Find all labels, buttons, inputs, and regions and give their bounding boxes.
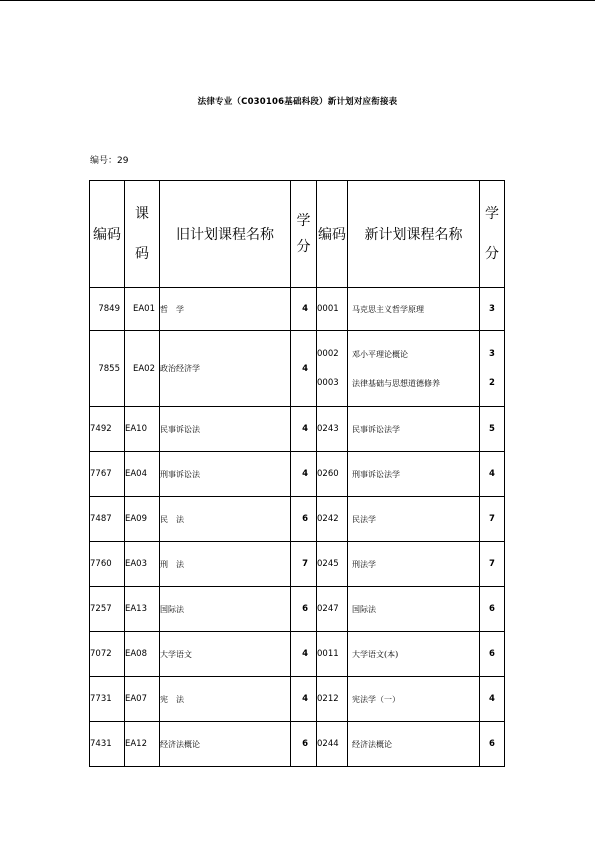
new-credit-cell: 5 [480, 407, 505, 452]
old-course-name-cell: 刑 法 [160, 542, 291, 587]
header-code: 编码 [90, 181, 125, 288]
course-code-cell: EA08 [125, 632, 160, 677]
new-code-cell: 0260 [317, 452, 348, 497]
course-code-cell: EA03 [125, 542, 160, 587]
new-code-cell: 0001 [317, 288, 348, 331]
new-code-cell: 0212 [317, 677, 348, 722]
top-border-line [0, 0, 595, 1]
document-number: 编号：29 [90, 156, 129, 166]
new-credit-cell [480, 331, 505, 407]
header-course-code [125, 181, 160, 288]
new-course-name-cell: 国际法 [348, 587, 480, 632]
course-code-cell: EA09 [125, 497, 160, 542]
table-row [90, 722, 505, 767]
header-old-name: 旧计划课程名称 [160, 181, 291, 288]
old-course-name-cell: 刑事诉讼法 [160, 452, 291, 497]
course-code-cell: EA04 [125, 452, 160, 497]
new-course-name-cell: 经济法概论 [348, 722, 480, 767]
new-credit-cell: 6 [480, 632, 505, 677]
header-course-code-line2: 码 [135, 246, 149, 262]
old-course-name-cell: 大学语文 [160, 632, 291, 677]
old-credit-cell: 4 [291, 452, 317, 497]
new-code-cell [317, 331, 348, 407]
old-credit-cell: 6 [291, 587, 317, 632]
old-credit-cell: 6 [291, 722, 317, 767]
new-code-entry: 0003 [317, 378, 339, 388]
old-code-cell: 7492 [90, 407, 125, 452]
new-course-name-cell: 民事诉讼法学 [348, 407, 480, 452]
new-credit-cell: 3 [480, 288, 505, 331]
header-new-credit-line2: 分 [485, 246, 499, 262]
new-code-cell: 0011 [317, 632, 348, 677]
old-code-cell: 7487 [90, 497, 125, 542]
new-course-name-cell: 马克思主义哲学原理 [348, 288, 480, 331]
old-course-name-cell: 民 法 [160, 497, 291, 542]
new-course-name-entry: 邓小平理论概论 [352, 349, 408, 359]
course-code-cell: EA01 [125, 288, 160, 331]
old-code-cell: 7767 [90, 452, 125, 497]
new-credit-cell: 6 [480, 722, 505, 767]
old-credit-cell: 4 [291, 632, 317, 677]
new-credit-cell: 7 [480, 497, 505, 542]
new-credit-entry: 3 [489, 349, 495, 359]
table-row [90, 452, 505, 497]
new-course-name-cell: 刑事诉讼法学 [348, 452, 480, 497]
new-code-cell: 0245 [317, 542, 348, 587]
course-code-cell: EA07 [125, 677, 160, 722]
course-code-cell: EA02 [125, 331, 160, 407]
new-code-cell: 0243 [317, 407, 348, 452]
course-code-cell: EA10 [125, 407, 160, 452]
course-code-cell: EA12 [125, 722, 160, 767]
table-row [90, 542, 505, 587]
course-code-cell: EA13 [125, 587, 160, 632]
table-row [90, 288, 505, 331]
table-row [90, 587, 505, 632]
new-course-name-cell: 民法学 [348, 497, 480, 542]
old-course-name-cell: 政治经济学 [160, 331, 291, 407]
header-new-credit-line1: 学 [485, 206, 499, 222]
header-credit-line2: 分 [296, 239, 311, 255]
new-code-cell: 0244 [317, 722, 348, 767]
header-new-credit [480, 181, 505, 288]
new-code-cell: 0247 [317, 587, 348, 632]
new-credit-cell: 4 [480, 677, 505, 722]
old-credit-cell: 7 [291, 542, 317, 587]
old-course-name-cell: 经济法概论 [160, 722, 291, 767]
old-code-cell: 7072 [90, 632, 125, 677]
old-code-cell: 7257 [90, 587, 125, 632]
header-new-name: 新计划课程名称 [348, 181, 480, 288]
old-credit-cell: 4 [291, 407, 317, 452]
old-credit-cell: 4 [291, 288, 317, 331]
header-row [90, 181, 505, 288]
new-credit-cell: 4 [480, 452, 505, 497]
new-course-name-cell: 宪法学（一） [348, 677, 480, 722]
header-credit-line1: 学 [296, 213, 311, 229]
table-row [90, 331, 505, 407]
old-credit-cell: 4 [291, 677, 317, 722]
header-course-code-line1: 课 [135, 206, 149, 222]
new-code-entry: 0002 [317, 349, 339, 359]
new-course-name-cell: 刑法学 [348, 542, 480, 587]
page-title: 法律专业（C030106基础科段）新计划对应衔接表 [197, 97, 398, 107]
header-credit [291, 181, 317, 288]
old-code-cell: 7849 [90, 288, 125, 331]
table-row [90, 407, 505, 452]
old-course-name-cell: 哲 学 [160, 288, 291, 331]
table-body [90, 288, 505, 767]
new-credit-cell: 7 [480, 542, 505, 587]
old-credit-cell: 4 [291, 331, 317, 407]
new-credit-entry: 2 [489, 378, 495, 388]
table-row [90, 632, 505, 677]
old-course-name-cell: 国际法 [160, 587, 291, 632]
header-new-code: 编码 [317, 181, 348, 288]
old-code-cell: 7431 [90, 722, 125, 767]
new-course-name-cell [348, 331, 480, 407]
new-code-cell: 0242 [317, 497, 348, 542]
new-credit-cell: 6 [480, 587, 505, 632]
old-code-cell: 7731 [90, 677, 125, 722]
new-course-name-cell: 大学语文(本) [348, 632, 480, 677]
old-course-name-cell: 民事诉讼法 [160, 407, 291, 452]
old-course-name-cell: 宪 法 [160, 677, 291, 722]
old-code-cell: 7760 [90, 542, 125, 587]
old-credit-cell: 6 [291, 497, 317, 542]
table-row [90, 497, 505, 542]
new-course-name-entry: 法律基础与思想道德修养 [352, 378, 440, 388]
old-code-cell: 7855 [90, 331, 125, 407]
table-row [90, 677, 505, 722]
course-mapping-table [89, 180, 505, 767]
